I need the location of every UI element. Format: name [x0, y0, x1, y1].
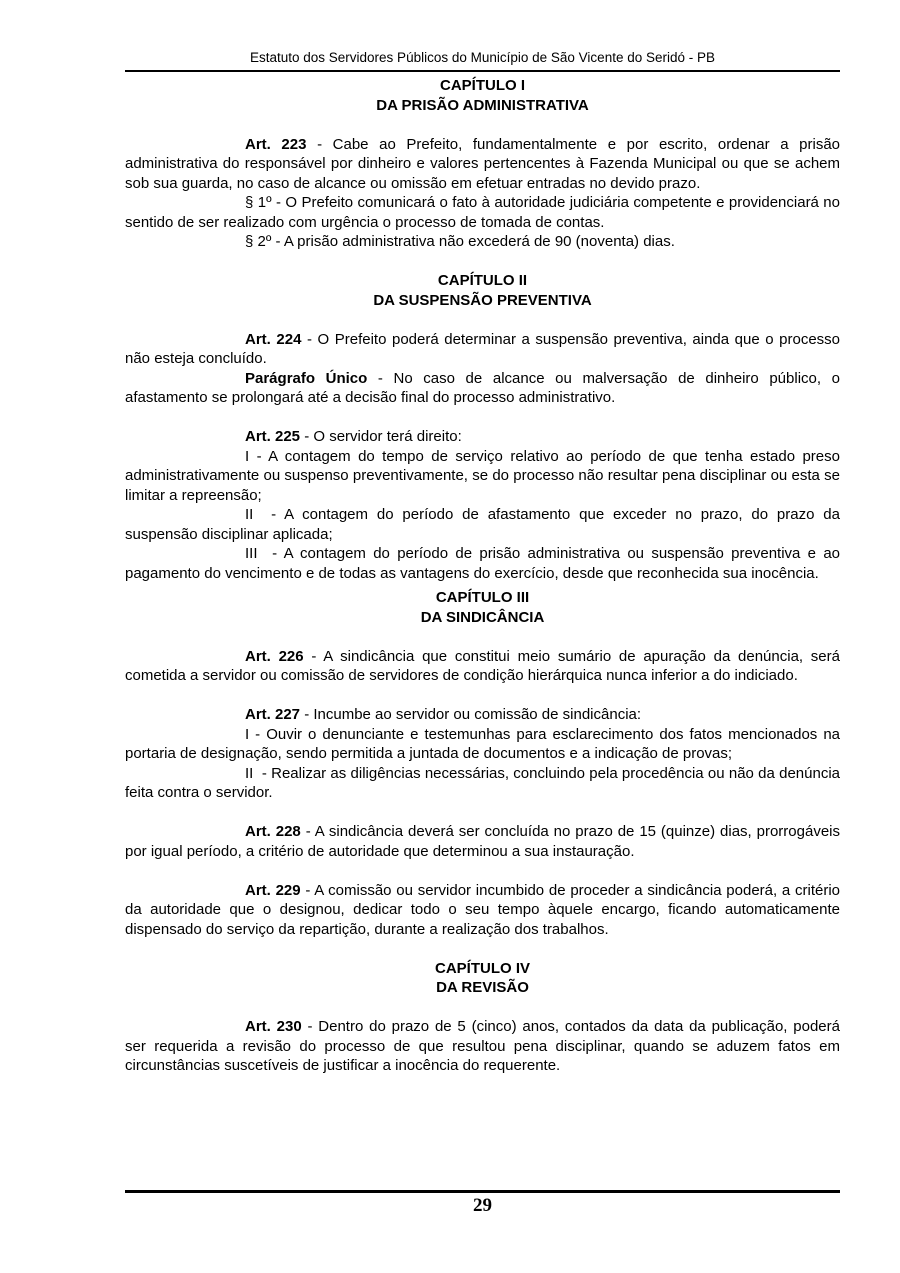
chapter-heading	[125, 271, 840, 310]
chapter-title-line: DA SUSPENSÃO PREVENTIVA	[373, 291, 592, 309]
paragraph: Art. 224 - O Prefeito poderá determinar a suspensão preventiva, ainda que o processo não esteja concluído.	[125, 330, 840, 367]
paragraph-lead: Art. 229	[245, 881, 301, 899]
chapter-title-line: DA REVISÃO	[436, 979, 529, 996]
paragraph: § 1º - O Prefeito comunicará o fato à autoridade judiciária competente e providenciará no sentido de ser realizado com urgência o processo de tomada de contas.	[125, 194, 840, 231]
document-body	[125, 76, 840, 1076]
paragraph-lead: Art. 227	[245, 706, 301, 723]
page-footer	[125, 1190, 840, 1217]
footer-rule	[125, 1190, 840, 1193]
paragraph-lead: Art. 226	[245, 647, 304, 665]
chapter-number-line: CAPÍTULO I	[440, 77, 525, 94]
chapter-title-line: DA SINDICÂNCIA	[420, 608, 545, 626]
paragraph: II - A contagem do período de afastamento que exceder no prazo, do prazo da suspensão disciplinar aplicada;	[125, 506, 840, 543]
chapter-heading	[125, 588, 840, 627]
paragraph: I - Ouvir o denunciante e testemunhas para esclarecimento dos fatos mencionados na portaria de designação, sendo permitida a juntada de documentos e a indicação de provas;	[125, 725, 840, 762]
header-rule	[125, 70, 840, 72]
paragraph: I - A contagem do tempo de serviço relativo ao período de que tenha estado preso administrativamente ou suspenso preventivamente, se do processo não resultar pena disciplinar ou esta se limitar a repreensão;	[125, 447, 840, 504]
chapter-number-line: CAPÍTULO III	[435, 589, 530, 606]
paragraph: II - Realizar as diligências necessárias, concluindo pela procedência ou não da denúncia feita contra o servidor.	[125, 764, 840, 801]
paragraph-lead: Art. 228	[245, 823, 301, 840]
paragraph-lead: Art. 224	[245, 330, 302, 348]
chapter-heading	[125, 959, 840, 998]
paragraph: Art. 229 - A comissão ou servidor incumbido de proceder a sindicância poderá, a critério da autoridade que o designou, dedicar todo o seu tempo àquele encargo, ficando automaticamente dispensado do serviço da repartição, durante a realização dos trabalhos.	[125, 881, 840, 938]
paragraph: Art. 227 - Incumbe ao servidor ou comissão de sindicância:	[245, 706, 642, 723]
paragraph: III - A contagem do período de prisão administrativa ou suspensão preventiva e ao pagamento do vencimento e de todas as vantagens do exercício, desde que reconhecida sua inocência.	[125, 545, 840, 582]
paragraph: Art. 226 - A sindicância que constitui meio sumário de apuração da denúncia, será cometida a servidor ou comissão de servidores de condição hierárquica nunca inferior a do indiciado.	[125, 647, 840, 684]
paragraph-lead: Parágrafo Único	[245, 369, 368, 387]
paragraph: Parágrafo Único - No caso de alcance ou malversação de dinheiro público, o afastamento se prolongará até a decisão final do processo administrativo.	[125, 369, 840, 406]
paragraph-lead: Art. 230	[245, 1018, 302, 1035]
paragraph: § 2º - A prisão administrativa não excederá de 90 (noventa) dias.	[245, 233, 675, 250]
paragraph: Art. 228 - A sindicância deverá ser concluída no prazo de 15 (quinze) dias, prorrogáveis por igual período, a critério de autoridade que determinou a sua instauração.	[125, 823, 840, 860]
paragraph-lead: Art. 225	[245, 428, 301, 445]
chapter-title-line: DA PRISÃO ADMINISTRATIVA	[376, 96, 589, 114]
header-title: Estatuto dos Servidores Públicos do Município de São Vicente do Seridó - PB	[249, 50, 716, 65]
chapter-heading	[125, 76, 840, 115]
chapter-number-line: CAPÍTULO IV	[434, 959, 530, 977]
chapter-number-line: CAPÍTULO II	[437, 272, 528, 289]
page-number: 29	[473, 1195, 492, 1216]
paragraph: Art. 225 - O servidor terá direito:	[245, 428, 462, 445]
paragraph: Art. 230 - Dentro do prazo de 5 (cinco) anos, contados da data da publicação, poderá ser requerida a revisão do processo de que resultou pena disciplinar, quando se aduzem fatos em circunstâncias suscetíveis de justificar a inocência do requerente.	[125, 1018, 840, 1074]
page-header	[125, 50, 840, 72]
paragraph: Art. 223 - Cabe ao Prefeito, fundamentalmente e por escrito, ordenar a prisão administrativa do responsável por dinheiro e valores pertencentes à Fazenda Municipal ou que se achem sob sua guarda, no caso de alcance ou omissão em efetuar entradas no devido prazo.	[125, 135, 840, 192]
paragraph-lead: Art. 223	[245, 135, 307, 153]
